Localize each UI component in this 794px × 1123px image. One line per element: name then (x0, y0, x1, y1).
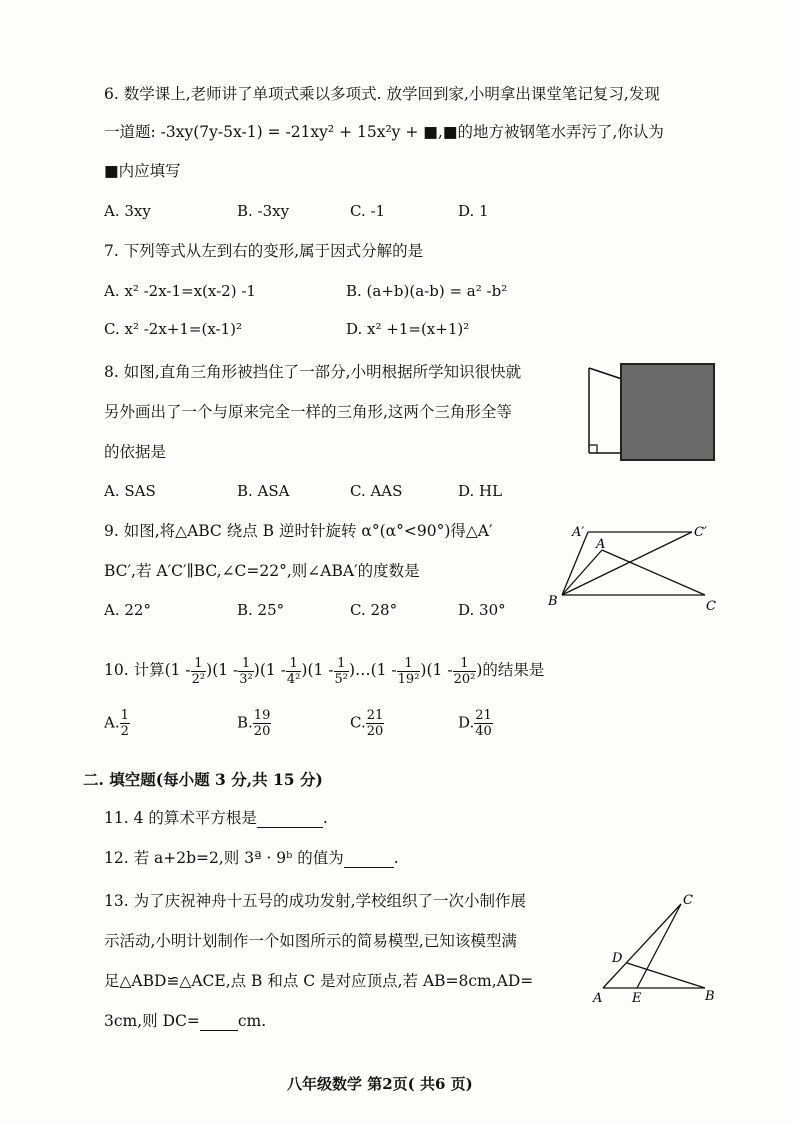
q9-line-2: BC′,若 A′C′∥BC,∠C=22°,则∠ABA′的度数是 (104, 562, 420, 580)
q9-segment-ac (602, 550, 705, 595)
q13-line-3: 足△ABD≌△ACE,点 B 和点 C 是对应顶点,若 AB=8cm,AD= (104, 972, 534, 990)
q13-label-b: B (705, 989, 715, 1004)
q11-end: . (322, 809, 328, 827)
q10-option-d: D. $\frac{21}{40}$ (458, 708, 492, 739)
q8-cover-box (621, 364, 714, 460)
q6-line-1: 6. 数学课上,老师讲了单项式乘以多项式. 放学回到家,小明拿出课堂笔记复习,发现 (104, 85, 660, 103)
q11-answer-blank[interactable] (257, 811, 323, 828)
q9-line-1: 9. 如图,将△ABC 绕点 B 逆时针旋转 α°(α°<90°)得△A′ (104, 522, 493, 540)
q6-option-d: D. 1 (458, 202, 489, 220)
q13-segment-ce (637, 904, 681, 988)
q6-line-3: ■内应填写 (104, 162, 181, 180)
q7-option-a: A. x² -2x-1=x(x-2) -1 (104, 282, 256, 300)
q9-option-c: C. 28° (350, 601, 398, 619)
q13-figure (585, 888, 725, 1013)
q7-option-d: D. x² +1=(x+1)² (346, 320, 470, 338)
page-footer: 八年级数学 第2页( 共6 页) (287, 1075, 473, 1093)
q11-line (104, 808, 328, 828)
q8-option-d: D. HL (458, 482, 503, 500)
q10-prefix: 10. 计算 (104, 661, 165, 679)
q10-term-4: (1 - $\frac{1}{\text{5²}}$ )… (307, 655, 371, 687)
q13-segment-ac (603, 904, 681, 988)
q6-option-b: B. -3xy (237, 202, 290, 220)
q13-answer-blank[interactable] (200, 1014, 238, 1031)
q7-option-c: C. x² -2x+1=(x-1)² (104, 320, 242, 338)
q12-line (104, 848, 399, 868)
q8-line-3: 的依据是 (104, 443, 167, 461)
q9-option-a: A. 22° (104, 601, 151, 619)
q7-option-b: B. (a+b)(a-b) = a² -b² (346, 282, 508, 300)
q8-figure (585, 360, 720, 465)
q13-label-c: C (683, 893, 693, 908)
q9-label-a1: A′ (572, 525, 585, 540)
q6-option-a: A. 3xy (104, 202, 151, 220)
q10-term-1: (1 - $\frac{1}{\text{2²}}$ ) (164, 655, 213, 687)
q9-segment-ba1 (562, 532, 588, 595)
q9-option-b: B. 25° (237, 601, 285, 619)
q13-line-1: 13. 为了庆祝神舟十五号的成功发射,学校组织了一次小制作展 (104, 892, 527, 910)
q8-option-c: C. AAS (350, 482, 403, 500)
q13-label-a: A (593, 991, 603, 1006)
q10-term-3: (1 - $\frac{1}{\text{4²}}$ ) (259, 655, 308, 687)
q6-option-c: C. -1 (350, 202, 386, 220)
q10-option-c: C. $\frac{21}{20}$ (350, 708, 384, 739)
q10-term-6: (1 - $\frac{1}{\text{20²}}$ ) (426, 655, 483, 687)
q6-line-2: 一道题: -3xy(7y-5x-1) = -21xy² + 15x²y + ■,■的地方被钢笔水弄污了,你认为 (104, 123, 664, 141)
q9-label-b: B (548, 594, 558, 609)
q13-label-e: E (632, 991, 642, 1006)
q8-line-2: 另外画出了一个与原来完全一样的三角形,这两个三角形全等 (104, 403, 512, 421)
q8-line-1: 8. 如图,直角三角形被挡住了一部分,小明根据所学知识很快就 (104, 363, 522, 381)
q7-stem: 7. 下列等式从左到右的变形,属于因式分解的是 (104, 242, 424, 260)
q12-answer-blank[interactable] (344, 851, 394, 868)
q9-label-a: A (596, 537, 606, 552)
q9-label-c: C (706, 599, 716, 614)
q10-term-5: (1 - $\frac{1}{\text{19²}}$ ) (370, 655, 427, 687)
q13-line-4 (104, 1011, 266, 1031)
q13-line-2: 示活动,小明计划制作一个如图所示的简易模型,已知该模型满 (104, 932, 517, 950)
q12-end: . (393, 849, 399, 867)
q9-option-d: D. 30° (458, 601, 506, 619)
q9-segment-ba (562, 550, 602, 595)
q8-option-b: B. ASA (237, 482, 290, 500)
q13-label-d: D (612, 951, 623, 966)
q10-option-b: B. $\frac{19}{20}$ (237, 708, 271, 739)
q8-option-a: A. SAS (104, 482, 156, 500)
q9-label-c1: C′ (694, 525, 707, 540)
q8-hypotenuse-edge (589, 368, 625, 380)
q9-segment-bc1 (562, 532, 692, 595)
q12-stem: 12. 若 a+2b=2,则 3ª · 9ᵇ 的值为 (104, 849, 344, 867)
q10-option-a: A. $\frac{1}{2}$ (104, 708, 129, 739)
q11-stem: 11. 4 的算术平方根是 (104, 809, 257, 827)
q10-suffix: 的结果是 (482, 661, 545, 679)
section-2-title: 二. 填空题(每小题 3 分,共 15 分) (83, 770, 323, 789)
q13-line-4-end: cm. (237, 1012, 267, 1030)
q10-term-2: (1 - $\frac{1}{\text{3²}}$ ) (212, 655, 260, 687)
q9-figure (540, 518, 730, 618)
q10-expression (104, 652, 544, 688)
q13-line-4-start: 3cm,则 DC= (104, 1012, 200, 1030)
q8-right-angle-mark (589, 445, 597, 453)
